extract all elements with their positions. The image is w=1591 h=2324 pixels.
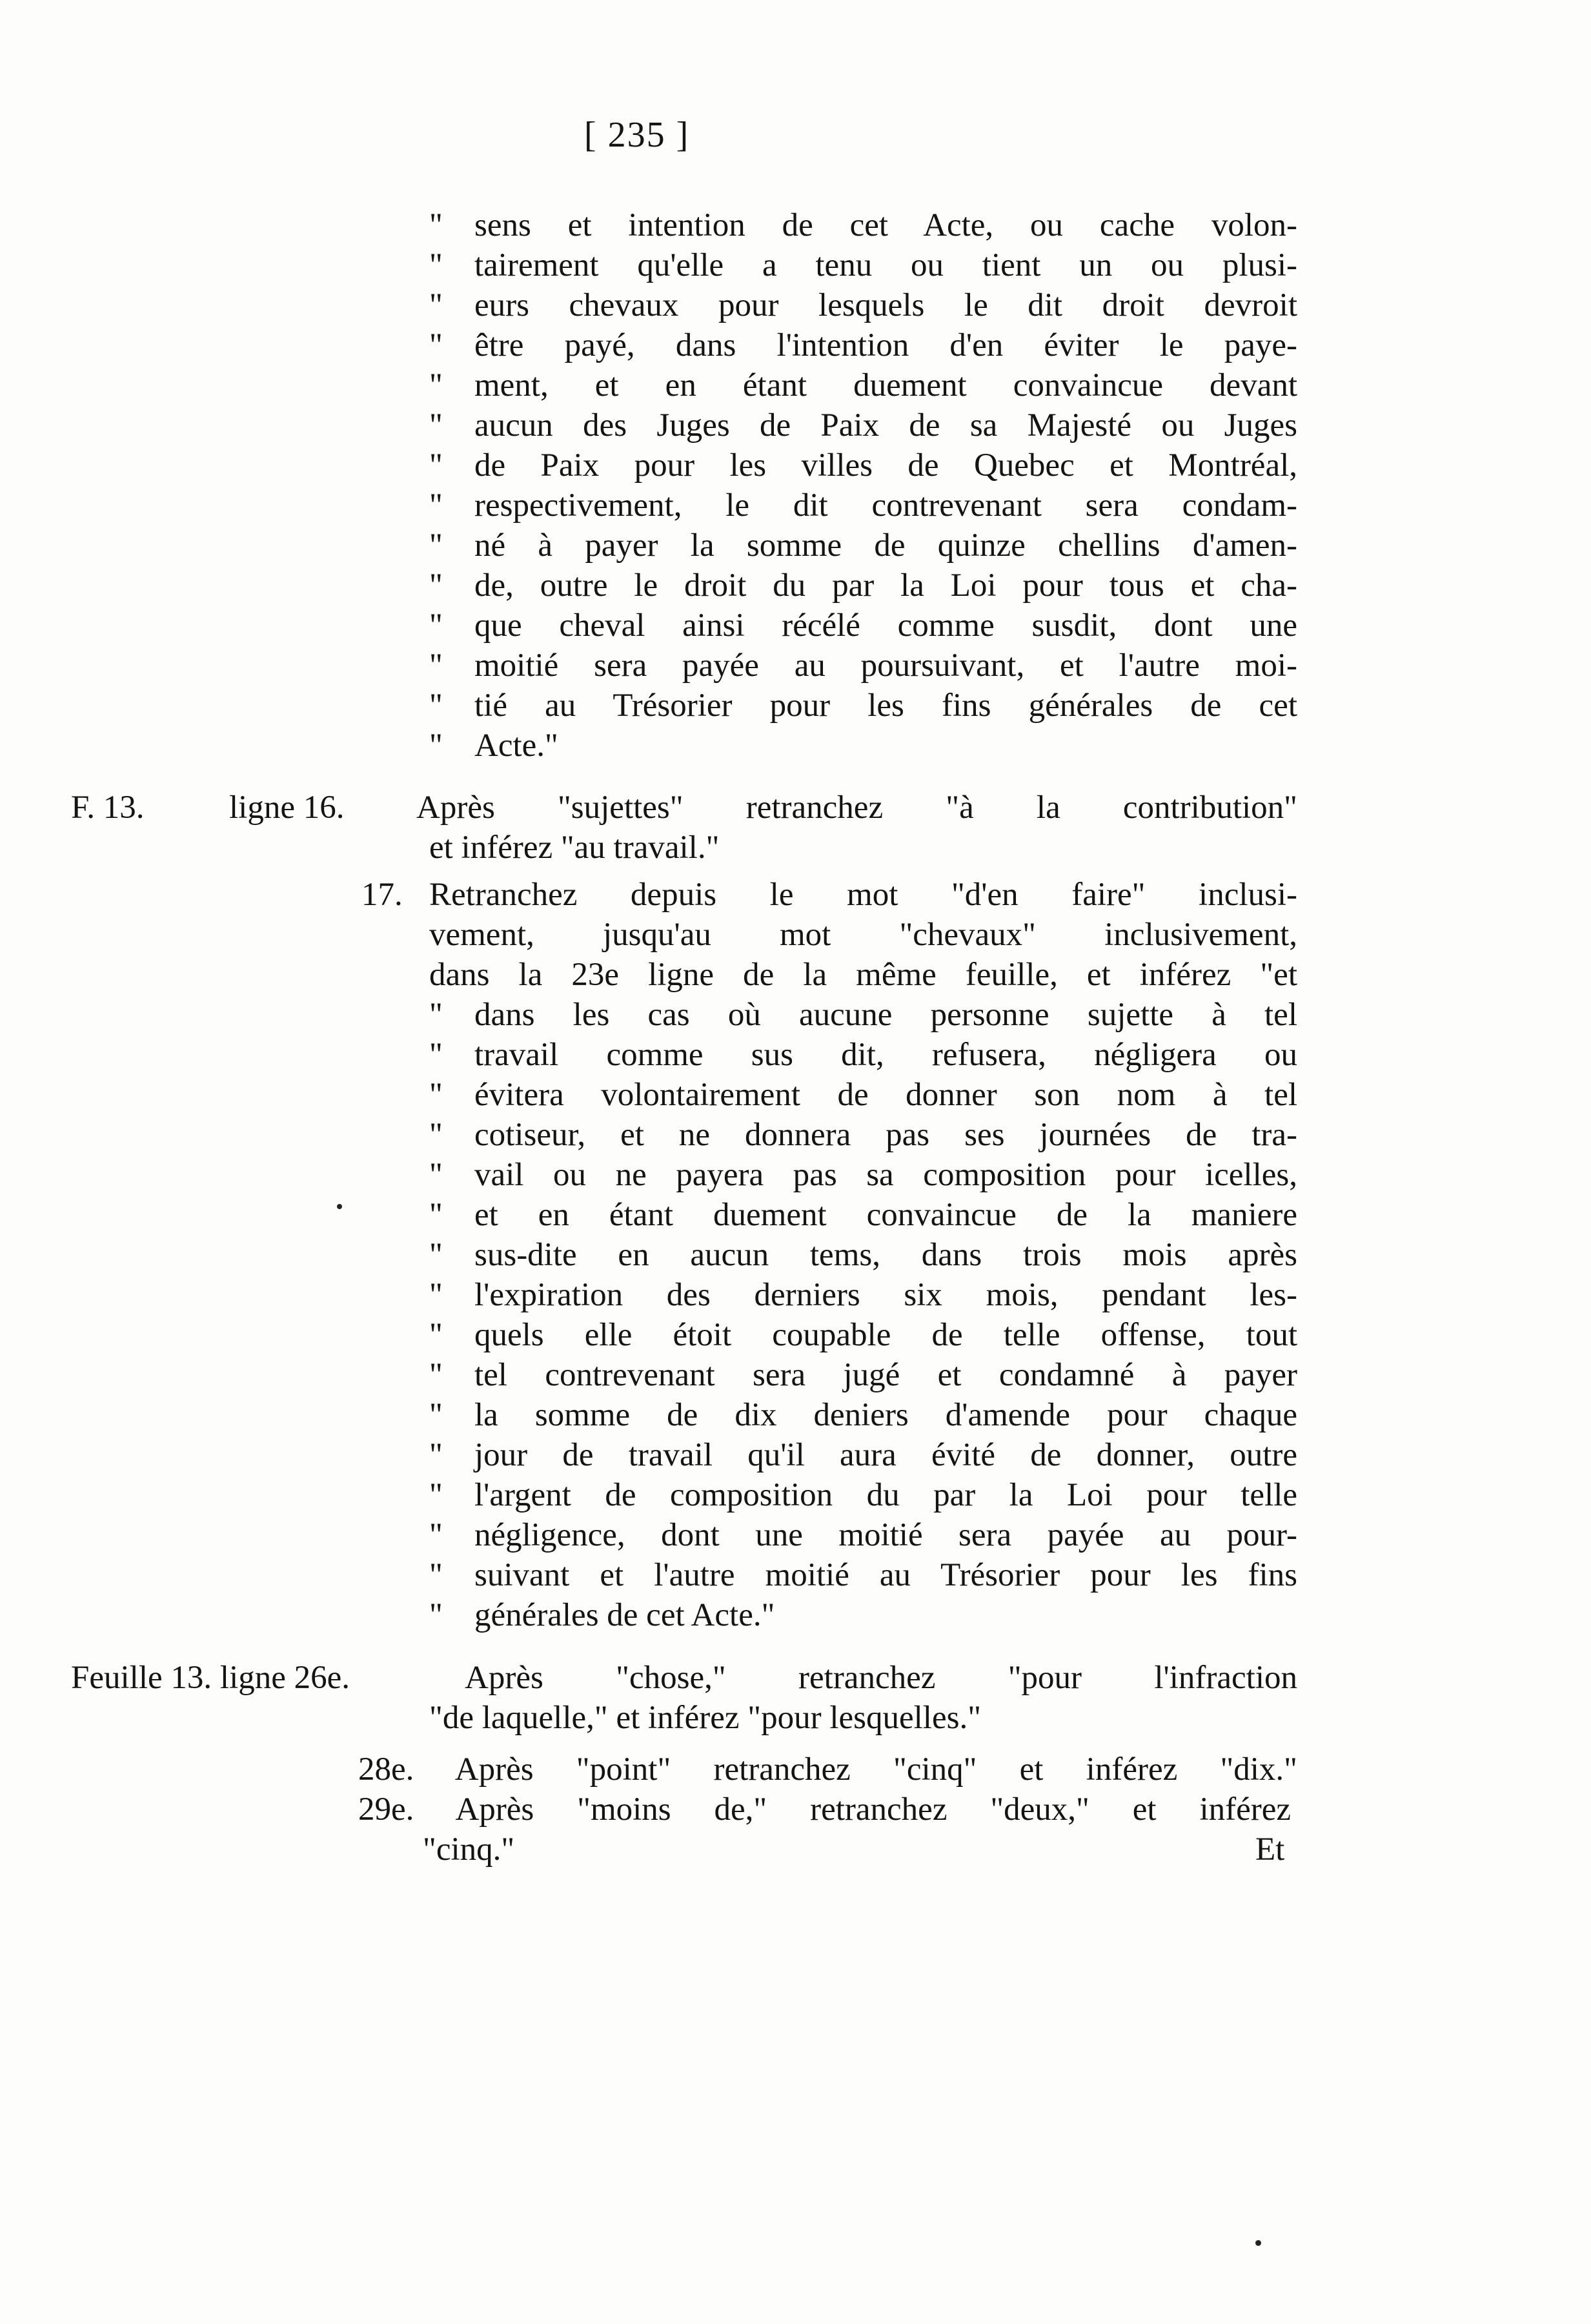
quote-mark: " — [429, 1437, 443, 1473]
quoted-line: suivant et l'autre moitié au Trésorier pour les fins — [474, 1557, 1297, 1593]
quote-mark: " — [429, 1197, 443, 1233]
page-number-header: [ 235 ] — [584, 115, 690, 155]
quote-mark: " — [429, 1517, 443, 1553]
amendment-text: Retranchez depuis le mot "d'en faire" inclusi- — [429, 877, 1297, 913]
quote-mark: " — [429, 688, 443, 724]
quoted-line: vail ou ne payera pas sa composition pour icelles, — [474, 1157, 1297, 1193]
text-line: sens et intention de cet Acte, ou cache volon- — [474, 207, 1297, 243]
quoted-line: l'argent de composition du par la Loi pour telle — [474, 1477, 1297, 1513]
text-line: ment, et en étant duement convaincue devant — [474, 367, 1297, 403]
quote-mark: " — [429, 1077, 443, 1113]
text-line: aucun des Juges de Paix de sa Majesté ou Juges — [474, 407, 1297, 443]
text-line: tairement qu'elle a tenu ou tient un ou plusi- — [474, 247, 1297, 283]
text-line: de Paix pour les villes de Quebec et Montréal, — [474, 447, 1297, 484]
quote-mark: " — [429, 527, 443, 564]
quoted-line: évitera volontairement de donner son nom à tel — [474, 1077, 1297, 1113]
quote-mark: " — [429, 567, 443, 604]
text-line: moitié sera payée au poursuivant, et l'autre moi- — [474, 647, 1297, 684]
amendment-line-29: 29e. Après "moins de," retranchez "deux," et inférez — [358, 1791, 1291, 1828]
ink-speck — [337, 1204, 342, 1209]
amendment-text: vement, jusqu'au mot "chevaux" inclusivement, — [429, 917, 1297, 953]
quote-mark: " — [429, 647, 443, 684]
quoted-line: sus-dite en aucun tems, dans trois mois après — [474, 1237, 1297, 1273]
quoted-line: cotiseur, et ne donnera pas ses journées de tra- — [474, 1117, 1297, 1153]
text-line: eurs chevaux pour lesquels le dit droit devroit — [474, 287, 1297, 323]
quote-mark: " — [429, 487, 443, 524]
text-line: que cheval ainsi récélé comme susdit, dont une — [474, 607, 1297, 644]
text-line: être payé, dans l'intention d'en éviter le paye- — [474, 327, 1297, 363]
quoted-line: jour de travail qu'il aura évité de donner, outre — [474, 1437, 1297, 1473]
quote-mark: " — [429, 728, 443, 764]
quoted-line: l'expiration des derniers six mois, pendant les- — [474, 1277, 1297, 1313]
quoted-line: tel contrevenant sera jugé et condamné à payer — [474, 1357, 1297, 1393]
quote-mark: " — [429, 367, 443, 403]
quote-mark: " — [429, 1397, 443, 1433]
quoted-line: et en étant duement convaincue de la maniere — [474, 1197, 1297, 1233]
quote-mark: " — [429, 1037, 443, 1073]
quote-mark: " — [429, 447, 443, 484]
quote-mark: " — [429, 607, 443, 644]
amendment-text: "de laquelle," et inférez "pour lesquelles." — [429, 1700, 982, 1736]
text-line: respectivement, le dit contrevenant sera condam- — [474, 487, 1297, 524]
text-line: de, outre le droit du par la Loi pour tous et cha- — [474, 567, 1297, 604]
quoted-line: dans les cas où aucune personne sujette à tel — [474, 997, 1297, 1033]
quote-mark: " — [429, 1317, 443, 1353]
quote-mark: " — [429, 1237, 443, 1273]
quote-mark: " — [429, 1357, 443, 1393]
quoted-line: la somme de dix deniers d'amende pour chaque — [474, 1397, 1297, 1433]
quote-mark: " — [429, 1597, 443, 1633]
quote-mark: " — [429, 1157, 443, 1193]
quote-mark: " — [429, 1277, 443, 1313]
amendment-text: "cinq." — [423, 1831, 515, 1868]
feuille-label: Feuille 13. ligne 26e. — [71, 1660, 350, 1696]
text-line: né à payer la somme de quinze chellins d'amen- — [474, 527, 1297, 564]
quoted-line: négligence, dont une moitié sera payée au pour- — [474, 1517, 1297, 1553]
quote-mark: " — [429, 1117, 443, 1153]
quoted-line: générales de cet Acte." — [474, 1597, 775, 1633]
amendment-text: Après "sujettes" retranchez "à la contribution" — [416, 790, 1297, 826]
amendment-label: F. 13. — [71, 790, 145, 826]
text-line: tié au Trésorier pour les fins générales de cet — [474, 688, 1297, 724]
line-label: 17. — [361, 877, 403, 913]
quote-mark: " — [429, 207, 443, 243]
quote-mark: " — [429, 1477, 443, 1513]
amendment-text: dans la 23e ligne de la même feuille, et inférez "et — [429, 957, 1297, 993]
amendment-text: et inférez "au travail." — [429, 830, 720, 866]
line-label: ligne 16. — [229, 790, 345, 826]
amendment-line-28: 28e. Après "point" retranchez "cinq" et inférez "dix." — [358, 1751, 1297, 1788]
quote-mark: " — [429, 1557, 443, 1593]
amendment-text: Après "chose," retranchez "pour l'infraction — [465, 1660, 1297, 1696]
ink-speck — [1255, 2240, 1261, 2246]
quote-mark: " — [429, 407, 443, 443]
quoted-line: quels elle étoit coupable de telle offense, tout — [474, 1317, 1297, 1353]
quoted-line: travail comme sus dit, refusera, négligera ou — [474, 1037, 1297, 1073]
quote-mark: " — [429, 247, 443, 283]
quote-mark: " — [429, 327, 443, 363]
quote-mark: " — [429, 287, 443, 323]
catchword: Et — [1255, 1831, 1285, 1868]
text-line: Acte." — [474, 728, 558, 764]
quote-mark: " — [429, 997, 443, 1033]
